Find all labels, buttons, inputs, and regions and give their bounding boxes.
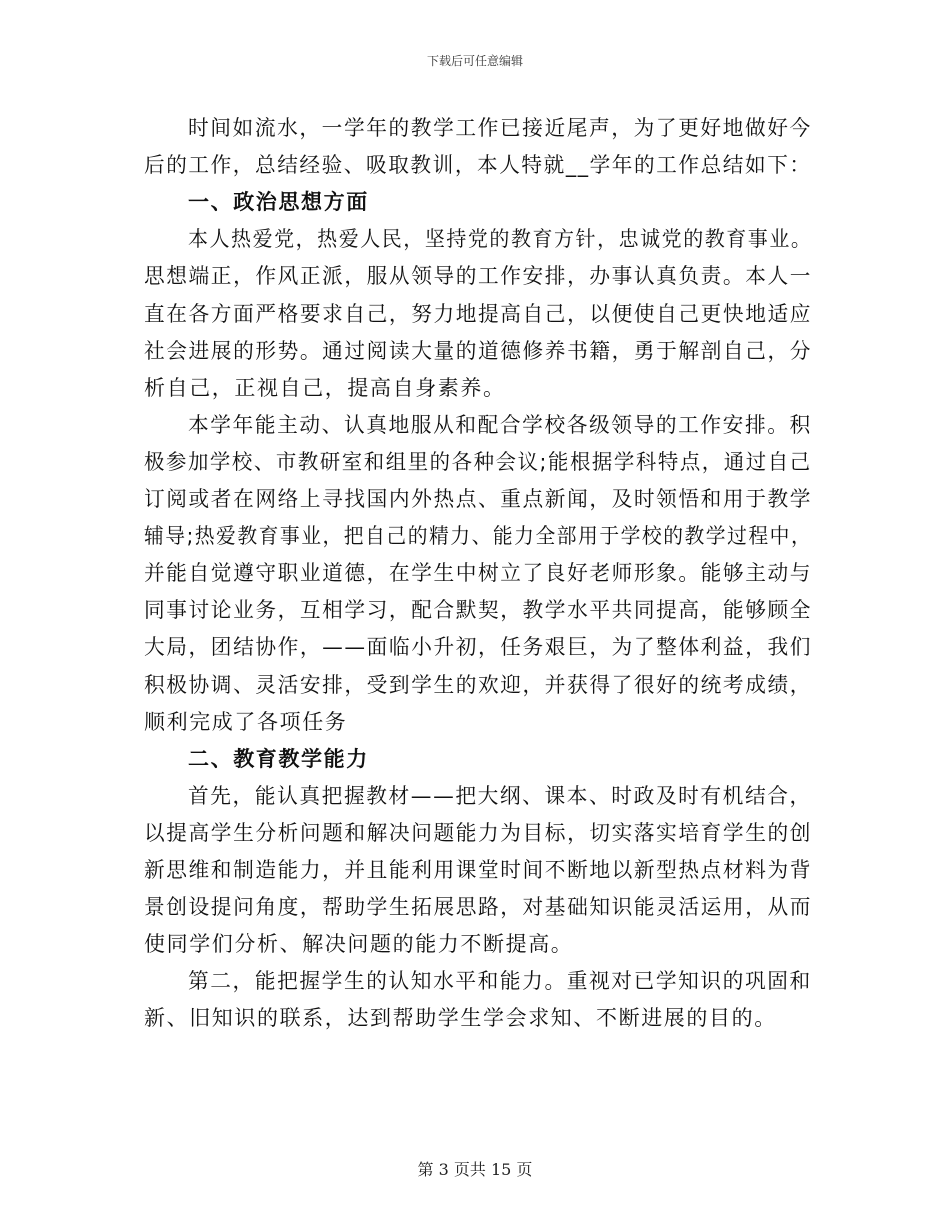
paragraph-line: 首先，能认真把握教材——把大纲、课本、时政及时有机结合，	[188, 783, 812, 808]
paragraph-line: 积极协调、灵活安排，受到学生的欢迎，并获得了很好的统考成绩，	[144, 672, 812, 697]
paragraph-line: 时间如流水，一学年的教学工作已接近尾声，为了更好地做好今	[188, 116, 812, 140]
paragraph-line: 新、旧知识的联系，达到帮助学生学会求知、不断进展的目的。	[144, 1006, 777, 1031]
paragraph-line: 极参加学校、市教研室和组里的各种会议;能根据学科特点，通过自己	[144, 449, 812, 474]
paragraph-line: 辅导;热爱教育事业，把自己的精力、能力全部用于学校的教学过程中，	[144, 524, 813, 549]
paragraph-line: 社会进展的形势。通过阅读大量的道德修养书籍，勇于解剖自己，分	[144, 338, 812, 363]
page-header: 下载后可任意编辑	[426, 54, 523, 68]
paragraph-line: 以提高学生分析问题和解决问题能力为目标，切实落实培育学生的创	[144, 820, 812, 845]
paragraph-line: 本学年能主动、认真地服从和配合学校各级领导的工作安排。积	[188, 412, 812, 437]
paragraph-line: 使同学们分析、解决问题的能力不断提高。	[144, 932, 574, 957]
page-footer: 第 3 页共 15 页	[417, 1160, 533, 1179]
paragraph-line: 大局，团结协作，——面临小升初，任务艰巨，为了整体利益，我们	[144, 635, 812, 660]
paragraph-line: 析自己，正视自己，提高自身素养。	[144, 375, 506, 400]
paragraph-line: 第二，能把握学生的认知水平和能力。重视对已学知识的巩固和	[188, 969, 812, 994]
paragraph-line: 后的工作，总结经验、吸取教训，本人特就__学年的工作总结如下：	[144, 153, 812, 178]
paragraph-line: 本人热爱党，热爱人民，坚持党的教育方针，忠诚党的教育事业。	[188, 227, 813, 252]
paragraph-line: 思想端正，作风正派，服从领导的工作安排，办事认真负责。本人一	[144, 264, 812, 289]
paragraph-line: 订阅或者在网络上寻找国内外热点、重点新闻，及时领悟和用于教学	[144, 487, 812, 511]
paragraph-line: 顺利完成了各项任务	[144, 709, 348, 734]
paragraph-line: 景创设提问角度，帮助学生拓展思路，对基础知识能灵活运用，从而	[144, 895, 812, 920]
section-heading: 二、教育教学能力	[188, 746, 369, 771]
paragraph-line: 直在各方面严格要求自己，努力地提高自己，以便使自己更快地适应	[144, 301, 812, 326]
section-heading: 一、政治思想方面	[188, 190, 369, 215]
paragraph-line: 新思维和制造能力，并且能利用课堂时间不断地以新型热点材料为背	[144, 858, 812, 882]
paragraph-line: 并能自觉遵守职业道德，在学生中树立了良好老师形象。能够主动与	[144, 561, 812, 586]
paragraph-line: 同事讨论业务，互相学习，配合默契，教学水平共同提高，能够顾全	[144, 598, 812, 623]
